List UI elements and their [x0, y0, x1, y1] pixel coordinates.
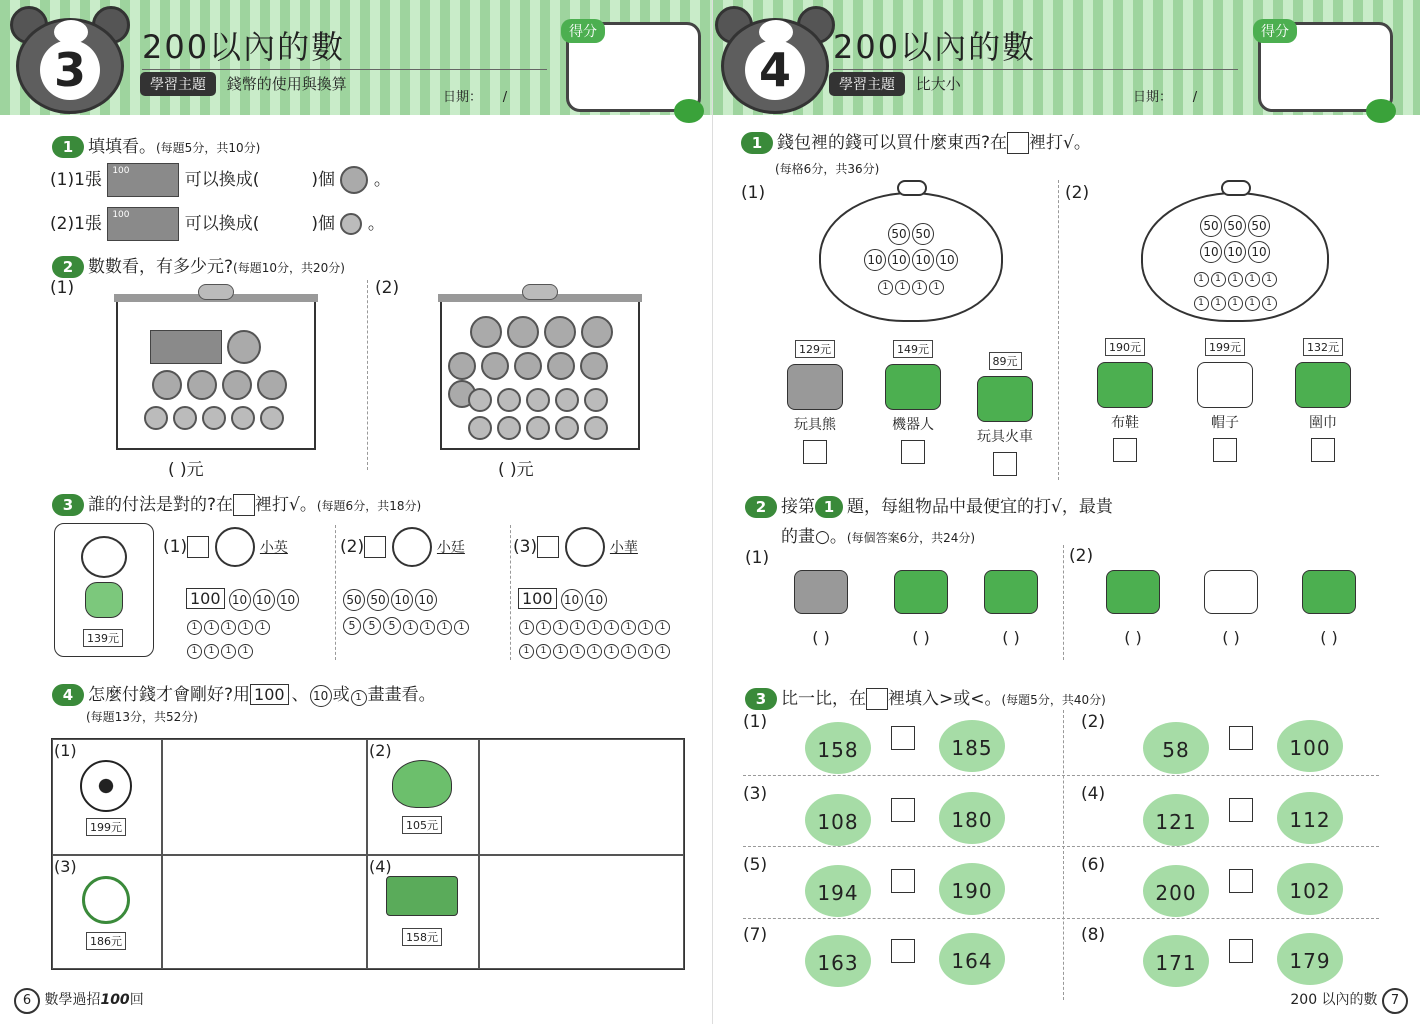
scarf-icon: [1302, 570, 1356, 614]
q2-item: [1093, 570, 1173, 647]
coin-1: 1: [1211, 272, 1226, 287]
checkbox[interactable]: [364, 536, 386, 558]
answer-parens[interactable]: ( ): [1320, 628, 1338, 647]
question-4: 4 怎麼付錢才會剛好?用 100 、 10 或 1 畫畫看。: [52, 680, 436, 708]
coin-1: 1: [1245, 272, 1260, 287]
coin-5: 5: [383, 617, 401, 635]
coin-10: 10: [253, 589, 275, 611]
question-3: 3 比一比，在 裡填入>或<。(每題5分，共40分): [745, 684, 1106, 710]
question-1: 1 錢包裡的錢可以買什麼東西?在 裡打√。: [741, 128, 1091, 154]
q2-label-1: (1): [50, 278, 75, 298]
coin-1: 1: [604, 620, 619, 635]
coin-1: 1: [1262, 272, 1277, 287]
coin-1: 1: [912, 280, 927, 295]
answer-parens[interactable]: ( ): [1222, 628, 1240, 647]
number-b: 112: [1277, 792, 1343, 844]
coin-10: 10: [391, 589, 413, 611]
coin-1: 1: [187, 644, 202, 659]
coin-1: 1: [638, 644, 653, 659]
q2-label-2: (2): [375, 278, 400, 298]
answer-area[interactable]: [162, 739, 367, 855]
frog-icon: [1366, 99, 1396, 123]
item-name: 玩具熊: [794, 417, 836, 433]
question-2-cont: 的畫○。(每個答案6分，共24分): [781, 527, 976, 547]
answer-parens[interactable]: ( ): [912, 628, 930, 647]
toy-train-icon: [984, 570, 1038, 614]
coin-5: 5: [343, 617, 361, 635]
number-b: 185: [939, 720, 1005, 772]
number-a: 194: [805, 865, 871, 917]
checkbox[interactable]: [1213, 438, 1237, 462]
pair-label: (2): [1081, 712, 1106, 732]
coin-1: 1: [621, 620, 636, 635]
coin-1: 1: [454, 620, 469, 635]
coin-10: 10: [277, 589, 299, 611]
pair-label: (7): [743, 925, 768, 945]
topic: [829, 72, 961, 96]
bear-unit-icon: [10, 6, 130, 116]
number-a: 158: [805, 722, 871, 774]
q4-item-2: (2) 105元: [369, 741, 475, 834]
robot-icon: [885, 364, 941, 410]
answer-area[interactable]: [162, 855, 367, 969]
bill-100: 100: [186, 588, 225, 609]
coin-1: 1: [238, 620, 253, 635]
boy-face-icon: [565, 527, 605, 567]
compare-box[interactable]: [1229, 726, 1253, 750]
checkbox[interactable]: [187, 536, 209, 558]
coin-1: 1: [1228, 272, 1243, 287]
number-b: 164: [939, 933, 1005, 985]
boy-face-icon: [215, 527, 255, 567]
coin-10: 10: [1224, 241, 1246, 263]
checkbox[interactable]: [1113, 438, 1137, 462]
cap-icon: [1197, 362, 1253, 408]
right-page: 4 200以內的數 學習主題 比大小 日期： / 得分 1 錢包裡的錢可以買什麼東西?在 裡打√。 (每格6分，共36分) (1) (2) 50 50 10 10 10 10 1 1 1 1 50 50 50 10 10 10 1 1 1 1 1 1 1 1 1 1 129元 玩具熊 149元 機器人 89元 玩具火車 190元 布鞋 199元 帽子 132元 圍巾 2 接第 1 題，每組物品中最便宜的打√，最貴 的畫○。(每個答案6分，共24分) (1) (2) ( ) ( ) ( ) ( ) ( ) ( ) 3 比一比，在 裡填入>或<。(每題5分，共40分) (1) 158 185 (2) 58 100 (3) 108 180 (4) 121 112 (5) 194 190 (6) 200 102 (7) 163 164 (8) 171 179 200 以內的數 7: [712, 0, 1420, 1024]
coin-10: 10: [1248, 241, 1270, 263]
coin-1: 1: [570, 644, 585, 659]
coin-1: 1: [638, 620, 653, 635]
bill-100-icon: 100: [107, 163, 179, 197]
pair-label: (8): [1081, 925, 1106, 945]
compare-box[interactable]: [1229, 798, 1253, 822]
q2-item: [971, 570, 1051, 647]
q3-option-1: (1) 小英: [163, 527, 288, 567]
number-b: 102: [1277, 863, 1343, 915]
coin-1: 1: [420, 620, 435, 635]
girl-with-ball-illustration: [54, 523, 154, 657]
page-number: 7: [1382, 988, 1408, 1014]
coin-1: 1: [929, 280, 944, 295]
answer-parens[interactable]: ( ): [1002, 628, 1020, 647]
number-b: 179: [1277, 933, 1343, 985]
coin-1: 1: [221, 644, 236, 659]
coin-10: 10: [415, 589, 437, 611]
price-tag: 190元: [1105, 338, 1145, 356]
teddy-bear-icon: [794, 570, 848, 614]
checkbox[interactable]: [901, 440, 925, 464]
coin-1: 1: [437, 620, 452, 635]
coin-1: 1: [204, 644, 219, 659]
coin-10: 10: [936, 249, 958, 271]
robot-icon: [894, 570, 948, 614]
coin-1: 1: [621, 644, 636, 659]
score-box[interactable]: [566, 22, 701, 112]
coin-1: 1: [1194, 272, 1209, 287]
cap-icon: [1204, 570, 1258, 614]
item-name: 帽子: [1211, 415, 1239, 431]
price-tag: 149元: [893, 340, 933, 358]
coin-1: 1: [587, 620, 602, 635]
pair-label: (3): [743, 784, 768, 804]
coin-10: 10: [912, 249, 934, 271]
unit-number: 3: [40, 40, 100, 100]
coin-1: 1: [536, 620, 551, 635]
answer-parens[interactable]: ( ): [1124, 628, 1142, 647]
coin-50: 50: [912, 223, 934, 245]
coin-1: 1: [255, 620, 270, 635]
coin-50: 50: [1200, 215, 1222, 237]
pair-label: (6): [1081, 855, 1106, 875]
question-2: 2 數數看，有多少元?(每題10分，共20分): [52, 252, 345, 278]
item-name: 布鞋: [1111, 415, 1139, 431]
wallet-1: [116, 300, 316, 450]
topic-tag: 學習主題: [140, 72, 216, 96]
wallet-2: [440, 300, 640, 450]
right-footer: 200 以內的數 7: [1290, 988, 1408, 1014]
number-b: 100: [1277, 720, 1343, 772]
topic-tag: 學習主題: [829, 72, 905, 96]
pair-label: (5): [743, 855, 768, 875]
coin-50: 50: [367, 589, 389, 611]
coin-1: 1: [655, 620, 670, 635]
coin-1: 1: [1211, 296, 1226, 311]
coin-1: 1: [221, 620, 236, 635]
coin-purse-1: [819, 192, 1003, 322]
page-title: 200以內的數: [833, 22, 1238, 70]
coin-10-icon: [340, 166, 368, 194]
coin-1: 1: [655, 644, 670, 659]
bear-unit-icon: [715, 6, 835, 116]
coin-1: 1: [536, 644, 551, 659]
date-field[interactable]: 日期： /: [443, 90, 508, 105]
coin-1: 1: [187, 620, 202, 635]
item-name: 玩具火車: [977, 429, 1033, 445]
question-3: 3 誰的付法是對的?在 裡打√。(每題6分，共18分): [52, 490, 421, 516]
sneaker-icon: [1106, 570, 1160, 614]
checkbox[interactable]: [1311, 438, 1335, 462]
topic-text: 比大小: [915, 75, 961, 93]
coin-1: 1: [895, 280, 910, 295]
question-1: 1 填填看。(每題5分，共10分): [52, 132, 260, 158]
number-b: 190: [939, 863, 1005, 915]
q3-option-3: (3) 小華: [513, 527, 638, 567]
bill-100-icon: 100: [107, 207, 179, 241]
coin-1: 1: [553, 644, 568, 659]
number-a: 108: [805, 794, 871, 846]
score-label: 得分: [561, 19, 605, 43]
boy-face-icon: [392, 527, 432, 567]
price-tag: 89元: [989, 352, 1022, 370]
unit-number: 4: [745, 40, 805, 100]
q4-item-4: (4) 158元: [369, 857, 475, 946]
coin-10: 10: [1200, 241, 1222, 263]
q2-answer-2[interactable]: ( )元: [498, 460, 534, 480]
answer-parens[interactable]: ( ): [812, 628, 830, 647]
page-title: 200以內的數: [142, 22, 547, 70]
number-a: 171: [1143, 935, 1209, 987]
q1-part-2: (2)1張 100 可以換成( )個 。: [50, 207, 385, 241]
score-label: 得分: [1253, 19, 1297, 43]
coin-1: 1: [1228, 296, 1243, 311]
checkbox[interactable]: [537, 536, 559, 558]
pair-label: (4): [1081, 784, 1106, 804]
coin-1: 1: [204, 620, 219, 635]
coin-1: 1: [570, 620, 585, 635]
teddy-bear-icon: [787, 364, 843, 410]
coin-1: 1: [1245, 296, 1260, 311]
shop-item: [765, 340, 865, 464]
coin-purse-2: [1141, 192, 1329, 322]
toy-train-icon: [977, 376, 1033, 422]
coin-50: 50: [1224, 215, 1246, 237]
score-box[interactable]: [1258, 22, 1393, 112]
coin-10: 10: [229, 589, 251, 611]
q3-option-3-money: [518, 588, 688, 662]
q3-option-2-money: [342, 588, 507, 638]
compare-box[interactable]: [1229, 869, 1253, 893]
coin-50: 50: [1248, 215, 1270, 237]
checkbox[interactable]: [803, 440, 827, 464]
shop-item: [955, 352, 1055, 476]
date-field[interactable]: 日期： /: [1133, 90, 1198, 105]
coin-1-icon: [340, 213, 362, 235]
coin-5: 5: [363, 617, 381, 635]
number-a: 163: [805, 935, 871, 987]
bill-100-icon: [150, 330, 222, 364]
bill-100: 100: [518, 588, 557, 609]
q2-item: [1289, 570, 1369, 647]
coin-1: 1: [403, 620, 418, 635]
answer-area[interactable]: [479, 739, 684, 855]
compare-box[interactable]: [1229, 939, 1253, 963]
answer-area[interactable]: [479, 855, 684, 969]
coin-1: 1: [1194, 296, 1209, 311]
shop-item: [1075, 338, 1175, 462]
q2-answer-1[interactable]: ( )元: [168, 460, 204, 480]
coin-1: 1: [587, 644, 602, 659]
price-tag: 132元: [1303, 338, 1343, 356]
number-b: 180: [939, 792, 1005, 844]
flower-bouquet-icon: [392, 760, 452, 808]
coin-1: 1: [553, 620, 568, 635]
excavator-icon: [386, 876, 458, 916]
price-tag: 199元: [1205, 338, 1245, 356]
left-footer: 6 數學過招100回: [14, 988, 144, 1014]
shop-item: [863, 340, 963, 464]
q2-item: [1191, 570, 1271, 647]
q4-answer-table: [51, 738, 685, 970]
soccer-ball-icon: [80, 760, 132, 812]
coin-10: 10: [864, 249, 886, 271]
page-number: 6: [14, 988, 40, 1014]
item-name: 圍巾: [1309, 415, 1337, 431]
q2-item: [781, 570, 861, 647]
q3-option-2: (2) 小廷: [340, 527, 465, 567]
pair-label: (1): [743, 712, 768, 732]
shop-item: [1175, 338, 1275, 462]
coin-1: 1: [1262, 296, 1277, 311]
q4-item-3: (3) 186元: [54, 857, 158, 950]
coin-1: 1: [519, 620, 534, 635]
scarf-icon: [1295, 362, 1351, 408]
q4-note: (每題13分，共52分): [86, 710, 198, 724]
number-a: 121: [1143, 794, 1209, 846]
coin-1: 1: [604, 644, 619, 659]
price-tag: 139元: [83, 629, 123, 647]
q4-item-1: (1) 199元: [54, 741, 158, 836]
number-a: 200: [1143, 865, 1209, 917]
coin-1: 1: [238, 644, 253, 659]
sneaker-icon: [1097, 362, 1153, 408]
shop-item: [1273, 338, 1373, 462]
checkbox[interactable]: [993, 452, 1017, 476]
coin-50: 50: [343, 589, 365, 611]
alarm-clock-icon: [82, 876, 130, 924]
coin-1: 1: [878, 280, 893, 295]
compare-box[interactable]: [891, 798, 915, 822]
q2-item: [881, 570, 961, 647]
coin-1: 1: [519, 644, 534, 659]
topic: [140, 72, 347, 96]
coin-10: 10: [888, 249, 910, 271]
q3-option-1-money: [186, 588, 336, 662]
price-tag: 129元: [795, 340, 835, 358]
q1-part-1: (1)1張 100 可以換成( )個 。: [50, 163, 391, 197]
number-a: 58: [1143, 722, 1209, 774]
compare-box[interactable]: [891, 726, 915, 750]
topic-text: 錢幣的使用與換算: [226, 75, 347, 93]
compare-box[interactable]: [891, 869, 915, 893]
coin-10: 10: [585, 589, 607, 611]
coin-10: 10: [561, 589, 583, 611]
frog-icon: [674, 99, 704, 123]
compare-box[interactable]: [891, 939, 915, 963]
item-name: 機器人: [892, 417, 934, 433]
question-2: 2 接第 1 題，每組物品中最便宜的打√，最貴: [745, 492, 1113, 518]
coin-50: 50: [888, 223, 910, 245]
